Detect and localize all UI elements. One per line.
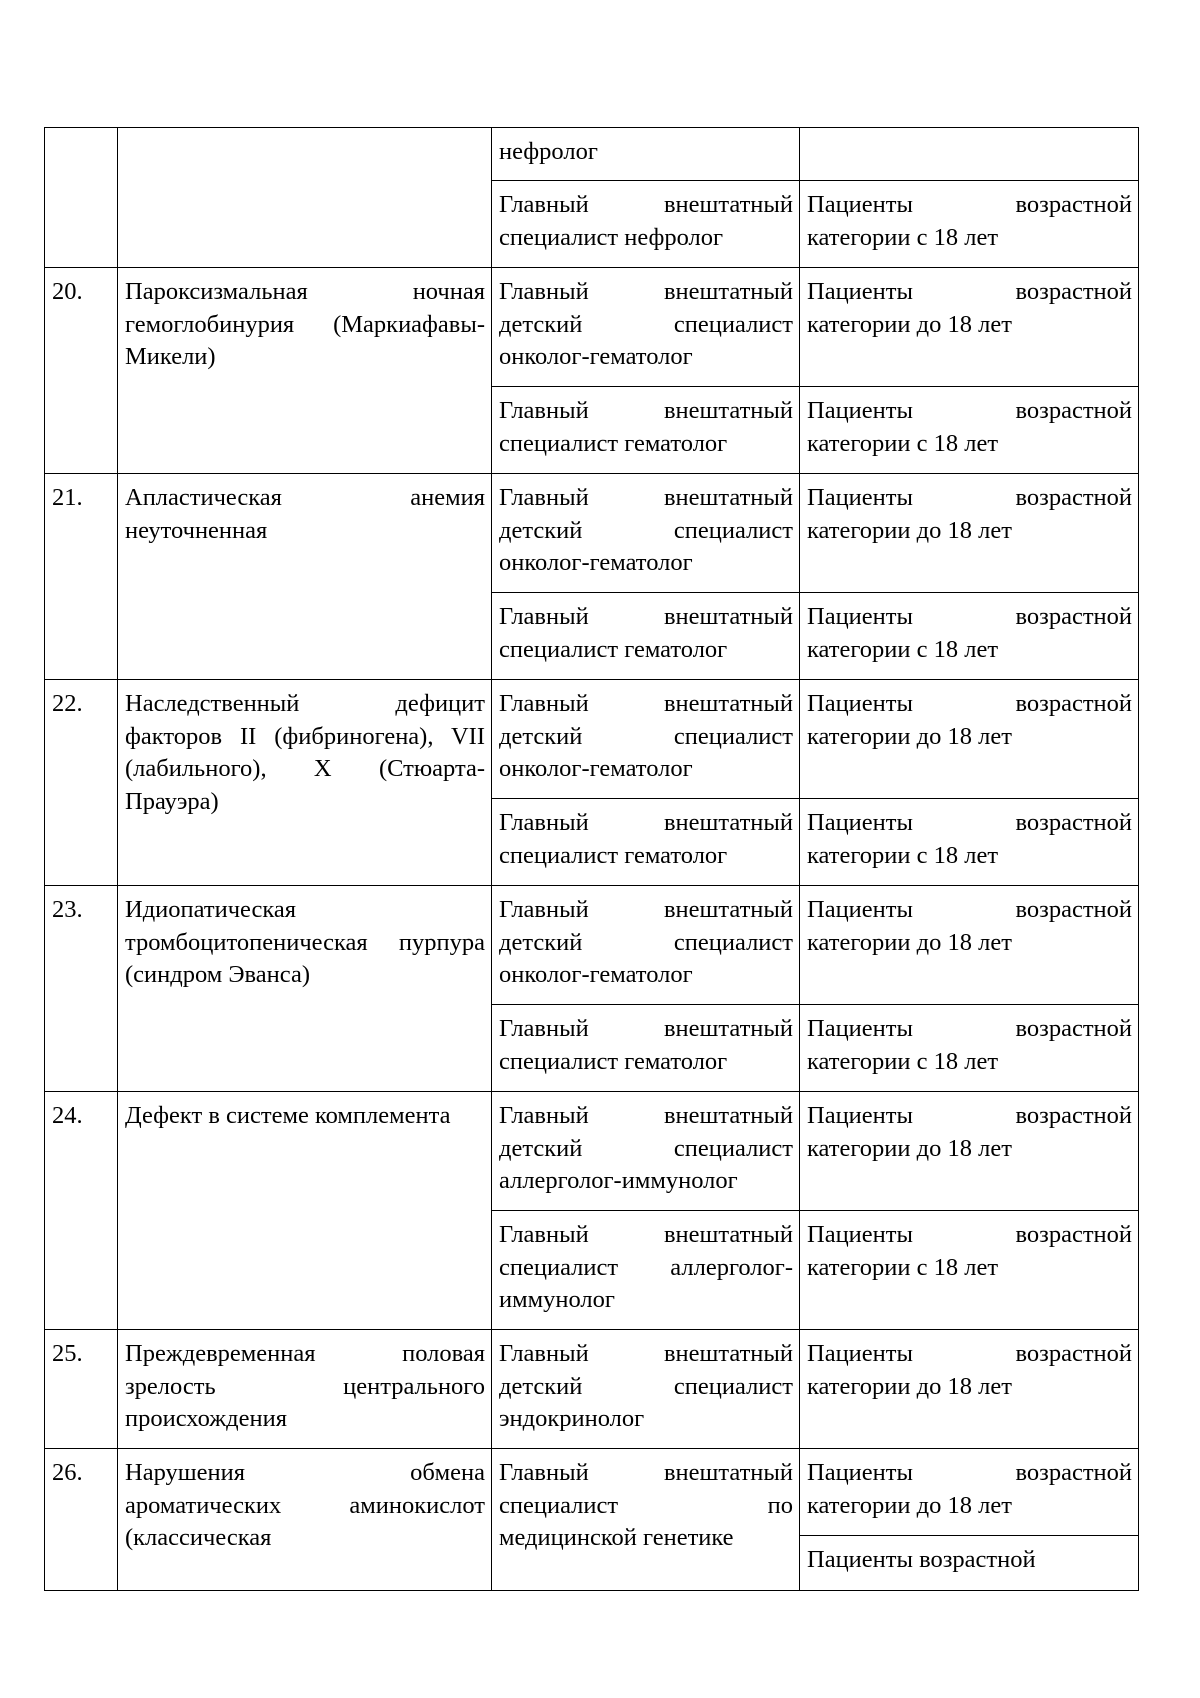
patients-cell: Пациенты возрастной категории до 18 лет	[800, 1449, 1139, 1536]
disease-cell: Наследственный дефицит факторов II (фибриногена), VII (лабильного), X (Стюарта-Прауэра)	[118, 680, 492, 886]
row-number-cell: 25.	[45, 1330, 118, 1449]
patients-cell: Пациенты возрастной категории до 18 лет	[800, 1330, 1139, 1449]
table-row	[45, 1449, 1139, 1536]
specialist-cell: Главный внештатный специалист гематолог	[492, 799, 800, 886]
table-row	[45, 680, 1139, 799]
patients-cell: Пациенты возрастной категории до 18 лет	[800, 1092, 1139, 1211]
row-number-cell: 23.	[45, 886, 118, 1092]
disease-cell: Апластическая анемия неуточненная	[118, 474, 492, 680]
specialist-table	[44, 127, 1139, 1591]
row-number-cell: 21.	[45, 474, 118, 680]
patients-cell	[800, 128, 1139, 181]
disease-cell: Нарушения обмена ароматических аминокислот (классическая	[118, 1449, 492, 1591]
patients-cell: Пациенты возрастной категории с 18 лет	[800, 799, 1139, 886]
patients-cell: Пациенты возрастной категории с 18 лет	[800, 1211, 1139, 1330]
row-number-cell	[45, 128, 118, 268]
specialist-cell: Главный внештатный специалист гематолог	[492, 593, 800, 680]
patients-cell: Пациенты возрастной категории с 18 лет	[800, 181, 1139, 268]
specialist-cell: Главный внештатный детский специалист онколог-гематолог	[492, 268, 800, 387]
patients-cell: Пациенты возрастной категории с 18 лет	[800, 387, 1139, 474]
patients-cell: Пациенты возрастной	[800, 1536, 1139, 1591]
disease-cell	[118, 128, 492, 268]
specialist-cell: Главный внештатный детский специалист эндокринолог	[492, 1330, 800, 1449]
specialist-cell: Главный внештатный специалист аллерголог-иммунолог	[492, 1211, 800, 1330]
row-number-cell: 20.	[45, 268, 118, 474]
patients-cell: Пациенты возрастной категории до 18 лет	[800, 268, 1139, 387]
patients-cell: Пациенты возрастной категории с 18 лет	[800, 593, 1139, 680]
disease-cell: Идиопатическая тромбоцитопеническая пурпура (синдром Эванса)	[118, 886, 492, 1092]
table-row	[45, 886, 1139, 1005]
patients-cell: Пациенты возрастной категории до 18 лет	[800, 474, 1139, 593]
specialist-cell: Главный внештатный детский специалист онколог-гематолог	[492, 680, 800, 799]
row-number-cell: 26.	[45, 1449, 118, 1591]
table-row	[45, 1330, 1139, 1449]
patients-cell: Пациенты возрастной категории с 18 лет	[800, 1005, 1139, 1092]
specialist-cell: Главный внештатный детский специалист онколог-гематолог	[492, 886, 800, 1005]
disease-cell: Преждевременная половая зрелость центрального происхождения	[118, 1330, 492, 1449]
row-number-cell: 22.	[45, 680, 118, 886]
table-row	[45, 474, 1139, 593]
patients-cell: Пациенты возрастной категории до 18 лет	[800, 680, 1139, 799]
specialist-cell: Главный внештатный специалист по медицинской генетике	[492, 1449, 800, 1591]
specialist-cell: Главный внештатный специалист гематолог	[492, 387, 800, 474]
specialist-cell: Главный внештатный специалист гематолог	[492, 1005, 800, 1092]
disease-cell: Пароксизмальная ночная гемоглобинурия (Маркиафавы-Микели)	[118, 268, 492, 474]
specialist-cell: нефролог	[492, 128, 800, 181]
table-row	[45, 1092, 1139, 1211]
table-row	[45, 268, 1139, 387]
specialist-cell: Главный внештатный специалист нефролог	[492, 181, 800, 268]
specialist-cell: Главный внештатный детский специалист аллерголог-иммунолог	[492, 1092, 800, 1211]
disease-cell: Дефект в системе комплемента	[118, 1092, 492, 1330]
specialist-cell: Главный внештатный детский специалист онколог-гематолог	[492, 474, 800, 593]
row-number-cell: 24.	[45, 1092, 118, 1330]
table-row	[45, 128, 1139, 181]
patients-cell: Пациенты возрастной категории до 18 лет	[800, 886, 1139, 1005]
